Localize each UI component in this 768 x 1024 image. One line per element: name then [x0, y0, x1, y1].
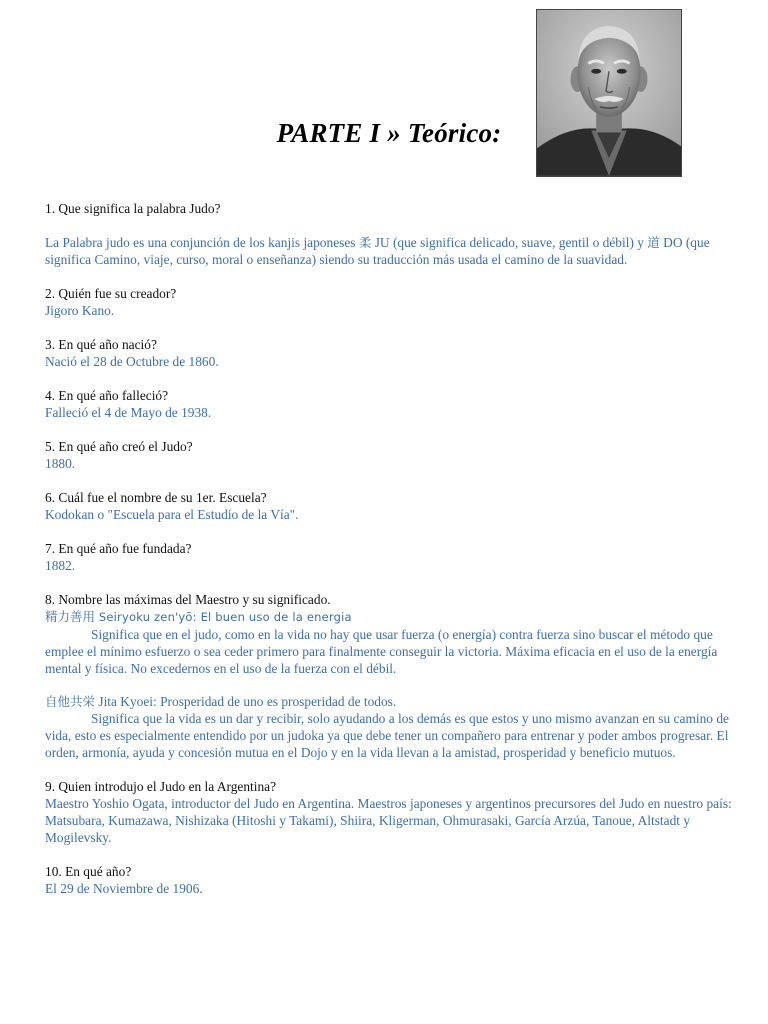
answer-1-part-2: JU (que significa delicado, suave, gentil o débil) y	[371, 235, 648, 250]
qa-item-2	[45, 285, 735, 319]
question-9: 9. Quien introdujo el Judo en la Argentina?	[45, 779, 277, 794]
answer-10: El 29 de Noviembre de 1906.	[45, 881, 203, 896]
qa-content	[45, 200, 735, 914]
maxim-2-kanji: 自他共栄	[45, 694, 96, 709]
qa-item-4	[45, 387, 735, 421]
question-2: 2. Quién fue su creador?	[45, 286, 177, 301]
qa-item-5	[45, 438, 735, 472]
maxim-1-text: Significa que en el judo, como en la vida no hay que usar fuerza (o energía) contra fuerza sino buscar el método que emplee el mínimo esfuerzo o sea ceder primero para finalmente conseguir la victoria. Máxima eficacia en el uso de la energía mental y física. No excedernos en el uso de la fuerza con el débil.	[45, 627, 718, 676]
question-8: 8. Nombre las máximas del Maestro y su significado.	[45, 592, 331, 607]
answer-7: 1882.	[45, 558, 76, 573]
answer-1	[45, 234, 735, 268]
qa-item-8	[45, 591, 735, 761]
qa-item-1	[45, 200, 735, 268]
answer-5: 1880.	[45, 456, 76, 471]
maxim-2-heading	[45, 693, 735, 710]
answer-3: Nació el 28 de Octubre de 1860.	[45, 354, 219, 369]
question-7: 7. En qué año fue fundada?	[45, 541, 192, 556]
maxim-1-title: Seiryoku zen'yō: El buen uso de la energia	[95, 610, 352, 624]
answer-4: Falleció el 4 de Mayo de 1938.	[45, 405, 212, 420]
answer-6: Kodokan o "Escuela para el Estudio de la Vía".	[45, 507, 299, 522]
question-5: 5. En qué año creó el Judo?	[45, 439, 193, 454]
question-3: 3. En qué año nació?	[45, 337, 157, 352]
answer-9: Maestro Yoshio Ogata, introductor del Judo en Argentina. Maestros japoneses y argentinos precursores del Judo en nuestro país: Matsubara, Kumazawa, Nishizaka (Hitoshi y Takami), Shiira, Kligerman, Ohmurasaki, García Arzúa, Tanoue, Altstadt y Mogilevsky.	[45, 796, 732, 845]
question-1: 1. Que significa la palabra Judo?	[45, 201, 221, 216]
qa-item-10	[45, 863, 735, 897]
qa-item-3	[45, 336, 735, 370]
portrait-icon	[537, 10, 681, 176]
answer-2: Jigoro Kano.	[45, 303, 115, 318]
question-6: 6. Cuál fue el nombre de su 1er. Escuela?	[45, 490, 267, 505]
qa-item-6	[45, 489, 735, 523]
maxim-1-heading	[45, 608, 735, 626]
answer-1-part-3: DO (que significa Camino, viaje, curso, moral o enseñanza) siendo su traducción más usada el camino de la suavidad.	[45, 235, 710, 267]
maxim-2-title: Jita Kyoei: Prosperidad de uno es prosperidad de todos.	[95, 694, 397, 709]
qa-item-7	[45, 540, 735, 574]
qa-item-9	[45, 778, 735, 846]
kanji-do: 道	[647, 235, 660, 250]
page-title-text: PARTE I » Teórico:	[276, 118, 502, 148]
portrait-photo	[536, 9, 682, 177]
question-4: 4. En qué año falleció?	[45, 388, 169, 403]
kanji-ju: 柔	[358, 235, 372, 250]
answer-1-part-1: La Palabra judo es una conjunción de los kanjis japoneses	[45, 235, 359, 250]
maxim-2-text: Significa que la vida es un dar y recibir, solo ayudando a los demás es que estos y uno mismo avanzan en su camino de vida, esto es especialmente entendido por un judoka ya que debe tener un compañero para entrenar y poder ambos progresar. El orden, armonía, ayuda y concesión mutua en el Dojo y en la vida llevan a la amistad, prosperidad y beneficio mutuos.	[45, 711, 729, 760]
page-title	[0, 118, 768, 149]
question-10: 10. En qué año?	[45, 864, 132, 879]
maxim-1-kanji: 精力善用	[45, 609, 96, 624]
